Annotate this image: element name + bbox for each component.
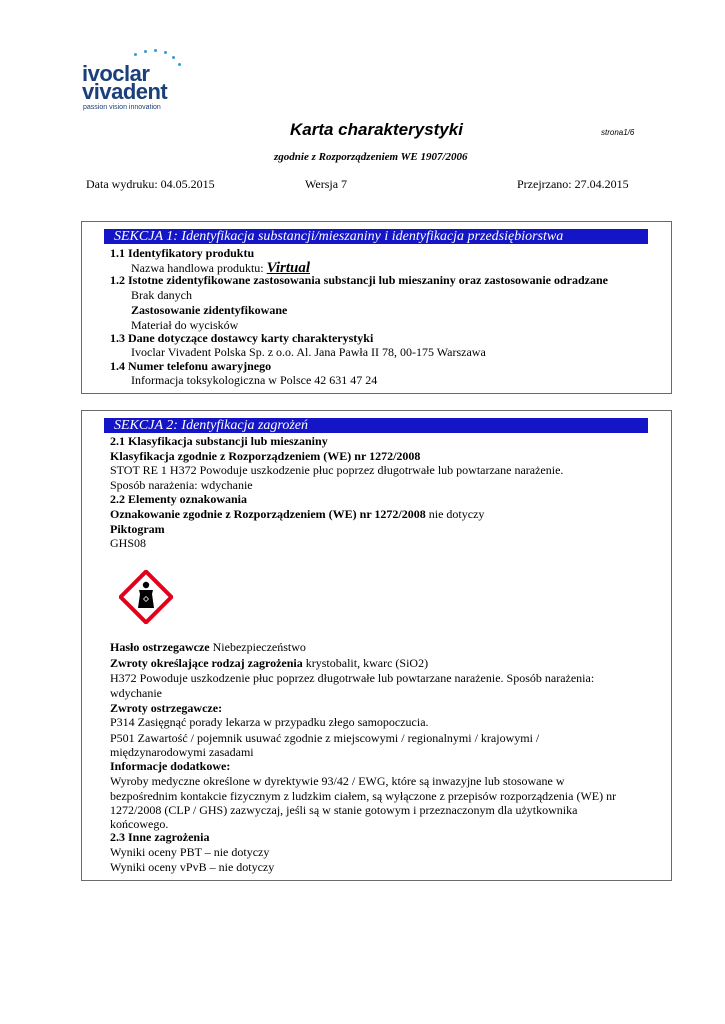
signal-word-row <box>110 640 306 654</box>
labelling-value: nie dotyczy <box>425 507 485 521</box>
logo-word-1: ivoclar <box>82 61 150 86</box>
page-number: strona1/6 <box>601 128 635 137</box>
additional-info-line-1: Wyroby medyczne określone w dyrektywie 93/42 / EWG, które są inwazyjne lub stosowane w <box>110 774 565 788</box>
logo-word-2: vivadent <box>82 79 168 104</box>
version: Wersja 7 <box>305 177 348 191</box>
no-data: Brak danych <box>131 288 192 302</box>
signal-word: Niebezpieczeństwo <box>209 640 306 654</box>
identified-uses: Materiał do wycisków <box>131 318 239 332</box>
s2-2-label: 2.2 Elementy oznakowania <box>110 492 248 506</box>
hazard-components-row <box>110 656 428 670</box>
additional-info-line-3: 1272/2008 (CLP / GHS) zazwyczaj, jeśli są w stanie gotowym i przeznaczonym dla użytkownika <box>110 803 578 817</box>
s2-1-label: 2.1 Klasyfikacja substancji lub mieszaniny <box>110 434 328 448</box>
additional-info-label: Informacje dodatkowe: <box>110 759 231 773</box>
section-2-heading: SEKCJA 2: Identyfikacja zagrożeń <box>104 418 648 433</box>
company-logo <box>82 46 192 116</box>
pictogram-label: Piktogram <box>110 522 165 536</box>
vpvb-result: Wyniki oceny vPvB – nie dotyczy <box>110 860 275 874</box>
classification-label: Klasyfikacja zgodnie z Rozporządzeniem (WE) nr 1272/2008 <box>110 449 421 463</box>
precaution-label: Zwroty ostrzegawcze: <box>110 701 223 715</box>
identified-uses-label: Zastosowanie zidentyfikowane <box>131 303 288 317</box>
s1-2-label: 1.2 Istotne zidentyfikowane zastosowania substancji lub mieszaniny oraz zastosowanie odradzane <box>110 273 609 287</box>
labelling-label: Oznakowanie zgodnie z Rozporządzeniem (WE) nr 1272/2008 <box>110 507 426 521</box>
emergency-phone: Informacja toksykologiczna w Polsce 42 631 47 24 <box>131 373 378 387</box>
pbt-result: Wyniki oceny PBT – nie dotyczy <box>110 845 270 859</box>
h372-line-1: H372 Powoduje uszkodzenie płuc poprzez długotrwałe lub powtarzane narażenie. Sposób narażenia: <box>110 671 595 685</box>
p501-line-1: P501 Zawartość / pojemnik usuwać zgodnie z miejscowymi / regionalnymi / krajowymi / <box>110 731 540 745</box>
print-date: Data wydruku: 04.05.2015 <box>86 177 215 191</box>
s1-4-label: 1.4 Numer telefonu awaryjnego <box>110 359 272 373</box>
s1-3-label: 1.3 Dane dotyczące dostawcy karty charakterystyki <box>110 331 374 345</box>
h372-line-2: wdychanie <box>110 686 162 700</box>
review-date: Przejrzano: 27.04.2015 <box>517 177 629 191</box>
trade-name: Virtual <box>266 260 310 276</box>
additional-info-line-4: końcowego. <box>110 817 169 831</box>
supplier: Ivoclar Vivadent Polska Sp. z o.o. Al. Jana Pawła II 78, 00-175 Warszawa <box>131 345 486 359</box>
additional-info-line-2: bezpośrednim kontakcie fizycznym z ludzkim ciałem, są wyłączone z przepisów rozporządzenia (WE) nr <box>110 789 617 803</box>
trade-name-label: Nazwa handlowa produktu: <box>131 261 264 275</box>
labelling-row <box>110 507 484 521</box>
exposure-route: Sposób narażenia: wdychanie <box>110 478 253 492</box>
pictogram-code: GHS08 <box>110 536 147 550</box>
health-hazard-icon <box>119 570 173 624</box>
signal-word-label: Hasło ostrzegawcze <box>110 640 210 654</box>
section-1-heading: SEKCJA 1: Identyfikacja substancji/mieszaniny i identyfikacja przedsiębiorstwa <box>104 229 648 244</box>
p314-statement: P314 Zasięgnąć porady lekarza w przypadku złego samopoczucia. <box>110 715 429 729</box>
hazard-components: krystobalit, kwarc (SiO2) <box>302 656 429 670</box>
s1-1-label: 1.1 Identyfikatory produktu <box>110 246 255 260</box>
regulation-subtitle: zgodnie z Rozporządzeniem WE 1907/2006 <box>274 151 468 163</box>
document-title: Karta charakterystyki <box>290 120 463 139</box>
stot-classification: STOT RE 1 H372 Powoduje uszkodzenie płuc poprzez długotrwałe lub powtarzane narażenie. <box>110 463 564 477</box>
logo-tagline: passion vision innovation <box>83 104 161 111</box>
hazard-components-label: Zwroty określające rodzaj zagrożenia <box>110 656 303 670</box>
s2-3-label: 2.3 Inne zagrożenia <box>110 830 210 844</box>
p501-line-2: międzynarodowymi zasadami <box>110 745 254 759</box>
